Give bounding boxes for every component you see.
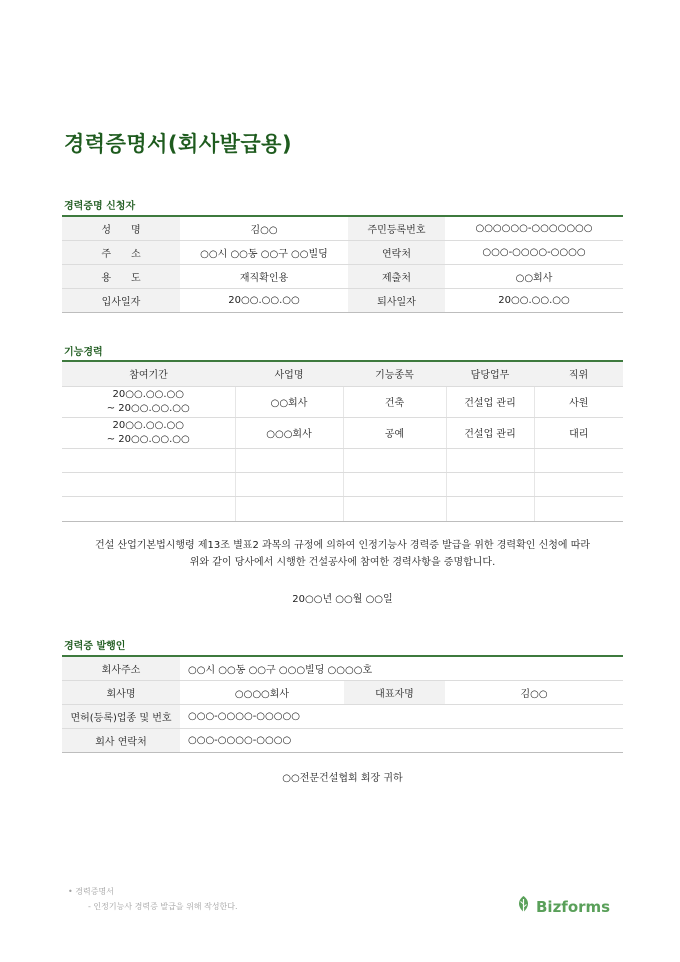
company-name-value: ○○○○회사 [180,680,344,704]
position-cell: 대리 [534,417,623,448]
ceo-value: 김○○ [445,680,623,704]
period-end: ~ 20○○.○○.○○ [106,402,190,414]
period-end: ~ 20○○.○○.○○ [106,433,190,445]
contact-value: ○○○-○○○○-○○○○ [445,240,623,264]
table-header-row [62,361,623,386]
leave-date-label: 퇴사일자 [348,288,445,312]
table-row [62,680,623,704]
hire-date-label: 입사일자 [62,288,180,312]
company-address-value: ○○시 ○○동 ○○구 ○○○빌딩 ○○○○호 [180,656,623,680]
project-cell: ○○회사 [235,386,343,417]
license-value: ○○○-○○○○-○○○○○ [180,704,623,728]
period-start: 20○○.○○.○○ [112,419,184,431]
ceo-label: 대표자명 [344,680,445,704]
table-row [62,656,623,680]
document-title: 경력증명서(회사발급용) [64,132,293,156]
submit-to-label: 제출처 [348,264,445,288]
table-row [62,417,623,448]
table-row [62,216,623,240]
table-row [62,264,623,288]
issue-date: 20○○년 ○○월 ○○일 [292,594,393,605]
applicant-table [62,215,623,313]
contact-label: 연락처 [348,240,445,264]
hire-date-value: 20○○.○○.○○ [180,288,348,312]
issuer-table [62,655,623,753]
address-value: ○○시 ○○동 ○○구 ○○빌딩 [180,240,348,264]
table-row [62,240,623,264]
company-contact-label: 회사 연락처 [62,728,180,752]
addressee: ○○전문건설협회 회장 귀하 [282,773,403,784]
footer-note-desc: - 인정기능사 경력증 발급을 위해 작성한다. [88,902,238,911]
footer-note-title: • 경력증명서 [68,887,114,896]
company-name-label: 회사명 [62,680,180,704]
duty-cell: 건설업 관리 [446,417,534,448]
skill-cell: 공예 [343,417,446,448]
leaf-icon [515,895,532,918]
name-value: 김○○ [180,216,348,240]
column-header: 참여기간 [62,361,235,386]
issuer-section-label: 경력증 발행인 [64,641,126,652]
period-start: 20○○.○○.○○ [112,388,184,400]
applicant-section-label: 경력증명 신청자 [64,201,136,212]
statement-line-2: 위와 같이 당사에서 시행한 건설공사에 참여한 경력사항을 증명합니다. [189,557,496,568]
table-row [62,704,623,728]
license-label: 면허(등록)업종 및 번호 [62,704,180,728]
skill-cell: 건축 [343,386,446,417]
project-cell: ○○○회사 [235,417,343,448]
purpose-value: 재직확인용 [180,264,348,288]
column-header: 기능종목 [343,361,446,386]
career-table [62,360,623,522]
submit-to-value: ○○회사 [445,264,623,288]
statement-line-1: 건설 산업기본법시행령 제13조 별표2 과목의 규정에 의하여 인정기능사 경력증 발급을 위한 경력확인 신청에 따라 [94,540,591,551]
name-label: 성 명 [62,216,180,240]
leave-date-value: 20○○.○○.○○ [445,288,623,312]
table-row [62,288,623,312]
bizforms-logo [515,895,610,918]
statement-text [62,537,623,571]
column-header: 담당업무 [446,361,534,386]
resident-number-value: ○○○○○○-○○○○○○○ [445,216,623,240]
company-address-label: 회사주소 [62,656,180,680]
position-cell: 사원 [534,386,623,417]
purpose-label: 용 도 [62,264,180,288]
resident-number-label: 주민등록번호 [348,216,445,240]
address-label: 주 소 [62,240,180,264]
logo-text: Bizforms [536,897,611,916]
table-row-empty [62,496,623,521]
table-row [62,728,623,752]
company-contact-value: ○○○-○○○○-○○○○ [180,728,623,752]
table-row [62,386,623,417]
period-cell [62,417,235,448]
career-section-label: 기능경력 [64,347,103,358]
column-header: 직위 [534,361,623,386]
table-row-empty [62,472,623,496]
table-row-empty [62,448,623,472]
column-header: 사업명 [235,361,343,386]
period-cell [62,386,235,417]
duty-cell: 건설업 관리 [446,386,534,417]
